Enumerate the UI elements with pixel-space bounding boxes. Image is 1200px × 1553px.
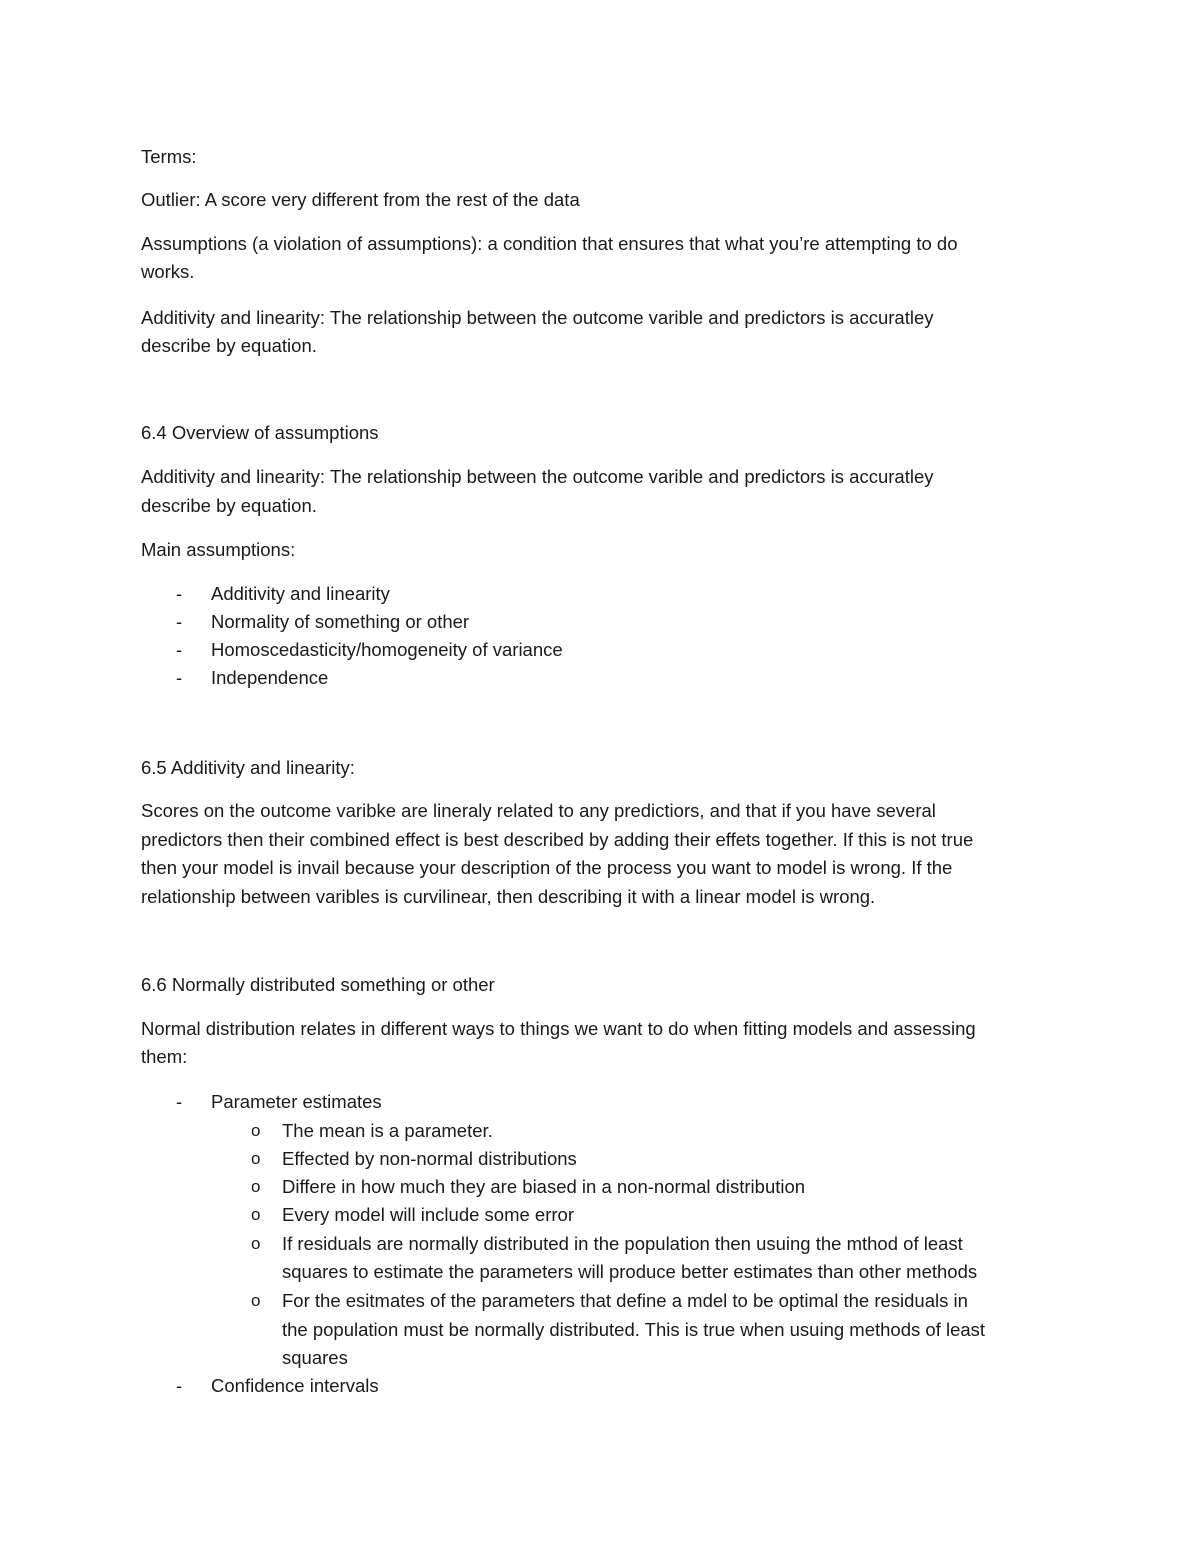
list-o-marker: o [251, 1177, 261, 1196]
list-o-marker: o [251, 1234, 261, 1253]
section-6-4-paragraph-line-1: Additivity and linearity: The relationship between the outcome varible and predictors is accuratley [141, 466, 934, 487]
list-item: Independence [211, 667, 329, 688]
sub-list-item: Differe in how much they are biased in a non-normal distribution [282, 1176, 806, 1197]
sub-list-item: If residuals are normally distributed in the population then usuing the mthod of least [282, 1233, 963, 1254]
sub-list-item-continuation: squares [282, 1347, 348, 1368]
section-6-5-paragraph-line-4: relationship between varibles is curvilinear, then describing it with a linear model is wrong. [141, 886, 876, 907]
terms-heading: Terms: [141, 146, 197, 167]
section-6-6-heading: 6.6 Normally distributed something or other [141, 974, 495, 995]
list-item: Additivity and linearity [211, 583, 390, 604]
section-6-5-paragraph-line-3: then your model is invail because your description of the process you want to model is wrong. If the [141, 857, 953, 878]
document-page [141, 0, 1071, 1553]
list-dash-marker: - [176, 1091, 183, 1112]
list-dash-marker: - [176, 639, 183, 660]
outlier-definition: Outlier: A score very different from the rest of the data [141, 189, 580, 210]
section-6-5-paragraph-line-1: Scores on the outcome varibke are lineraly related to any predictiors, and that if you have several [141, 800, 936, 821]
section-6-4-heading: 6.4 Overview of assumptions [141, 422, 379, 443]
list-item: Homoscedasticity/homogeneity of variance [211, 639, 563, 660]
confidence-intervals-label: Confidence intervals [211, 1375, 379, 1396]
section-6-4-paragraph-line-2: describe by equation. [141, 495, 317, 516]
list-o-marker: o [251, 1149, 261, 1168]
section-6-5-paragraph-line-2: predictors then their combined effect is best described by adding their effets together. If this is not true [141, 829, 974, 850]
list-o-marker: o [251, 1121, 261, 1140]
assumptions-definition-line-1: Assumptions (a violation of assumptions): a condition that ensures that what you’re attempting to do [141, 233, 958, 254]
sub-list-item: The mean is a parameter. [282, 1120, 493, 1141]
section-6-5-heading: 6.5 Additivity and linearity: [141, 757, 355, 778]
list-o-marker: o [251, 1291, 261, 1310]
section-6-6-paragraph-line-1: Normal distribution relates in different ways to things we want to do when fitting models and assessing [141, 1018, 976, 1039]
sub-list-item: Every model will include some error [282, 1204, 574, 1225]
list-item: Normality of something or other [211, 611, 470, 632]
list-dash-marker: - [176, 1375, 183, 1396]
sub-list-item: For the esitmates of the parameters that define a mdel to be optimal the residuals in [282, 1290, 968, 1311]
additivity-definition-line-2: describe by equation. [141, 335, 317, 356]
sub-list-item-continuation: squares to estimate the parameters will produce better estimates than other methods [282, 1261, 978, 1282]
list-dash-marker: - [176, 583, 183, 604]
assumptions-definition-line-2: works. [141, 261, 195, 282]
sub-list-item: Effected by non-normal distributions [282, 1148, 577, 1169]
list-dash-marker: - [176, 611, 183, 632]
list-o-marker: o [251, 1205, 261, 1224]
list-dash-marker: - [176, 667, 183, 688]
sub-list-item-continuation: the population must be normally distributed. This is true when usuing methods of least [282, 1319, 986, 1340]
additivity-definition-line-1: Additivity and linearity: The relationship between the outcome varible and predictors is accuratley [141, 307, 934, 328]
section-6-6-paragraph-line-2: them: [141, 1046, 188, 1067]
parameter-estimates-label: Parameter estimates [211, 1091, 382, 1112]
main-assumptions-label: Main assumptions: [141, 539, 296, 560]
